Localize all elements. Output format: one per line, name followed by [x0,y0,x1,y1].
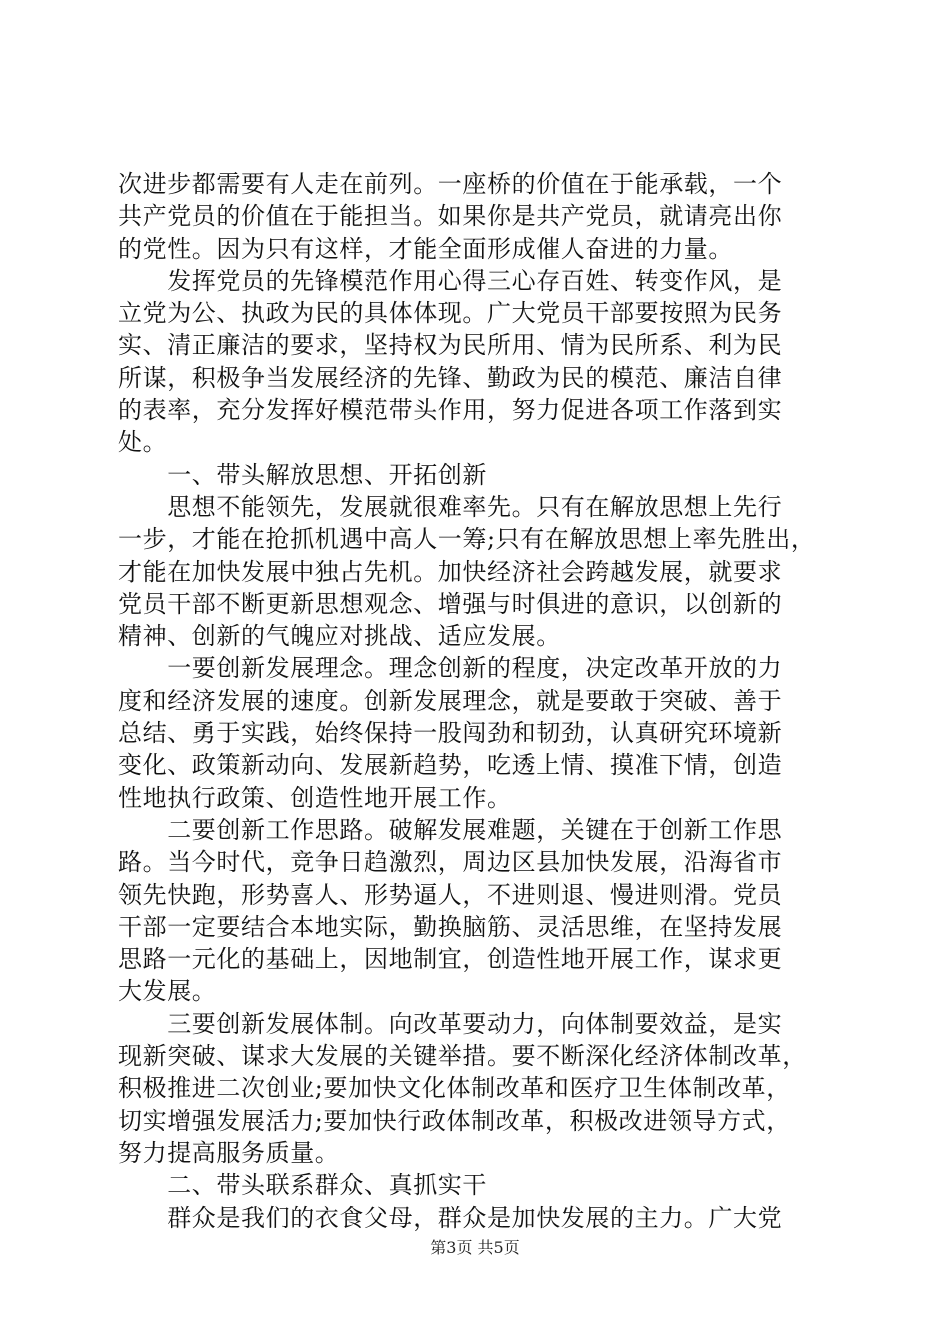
page-footer: 第3页 共5页 [430,1238,520,1257]
text-line: 党员干部不断更新思想观念、增强与时俱进的意识，以创新的 [118,589,783,618]
text-line: 处。 [118,428,168,457]
text-line: 干部一定要结合本地实际，勤换脑筋、灵活思维，在坚持发展 [118,912,783,941]
text-line: 共产党员的价值在于能担当。如果你是共产党员，就请亮出你 [118,202,783,231]
text-line: 群众是我们的衣食父母，群众是加快发展的主力。广大党 [118,1203,783,1232]
text-line: 领先快跑，形势喜人、形势逼人，不进则退、慢进则滑。党员 [118,880,783,909]
text-line: 积极推进二次创业;要加快文化体制改革和医疗卫生体制改革， [118,1074,791,1103]
text-line: 总结、勇于实践，始终保持一股闯劲和韧劲，认真研究环境新 [118,719,783,748]
text-line: 现新突破、谋求大发展的关键举措。要不断深化经济体制改革， [118,1042,807,1071]
text-line: 一步，才能在抢抓机遇中高人一筹;只有在解放思想上率先胜出， [118,525,816,554]
text-line: 立党为公、执政为民的具体体现。广大党员干部要按照为民务 [118,299,783,328]
text-line: 二、带头联系群众、真抓实干 [118,1171,487,1200]
text-line: 的党性。因为只有这样，才能全面形成催人奋进的力量。 [118,234,733,263]
text-line: 精神、创新的气魄应对挑战、适应发展。 [118,622,561,651]
text-line: 所谋，积极争当发展经济的先锋、勤政为民的模范、廉洁自律 [118,363,783,392]
text-line: 路。当今时代，竞争日趋激烈，周边区县加快发展，沿海省市 [118,848,783,877]
text-line: 思想不能领先，发展就很难率先。只有在解放思想上先行 [118,492,783,521]
text-line: 切实增强发展活力;要加快行政体制改革，积极改进领导方式， [118,1106,791,1135]
text-line: 大发展。 [118,977,217,1006]
text-line: 发挥党员的先锋模范作用心得三心存百姓、转变作风，是 [118,266,783,295]
document-body [118,168,838,1234]
text-line: 度和经济发展的速度。创新发展理念，就是要敢于突破、善于 [118,686,783,715]
text-line: 次进步都需要有人走在前列。一座桥的价值在于能承载，一个 [118,170,783,198]
text-line: 努力提高服务质量。 [118,1138,340,1167]
text-line: 的表率，充分发挥好模范带头作用，努力促进各项工作落到实 [118,396,783,425]
text-line: 才能在加快发展中独占先机。加快经济社会跨越发展，就要求 [118,557,783,586]
text-line: 二要创新工作思路。破解发展难题，关键在于创新工作思 [118,815,783,844]
text-line: 变化、政策新动向、发展新趋势，吃透上情、摸准下情，创造 [118,751,783,780]
text-line: 三要创新发展体制。向改革要动力，向体制要效益，是实 [118,1009,783,1038]
text-line: 一、带头解放思想、开拓创新 [118,460,487,489]
text-line: 性地执行政策、创造性地开展工作。 [118,783,512,812]
text-line: 实、清正廉洁的要求，坚持权为民所用、情为民所系、利为民 [118,331,783,360]
text-line: 思路一元化的基础上，因地制宜，创造性地开展工作，谋求更 [118,945,783,974]
text-line: 一要创新发展理念。理念创新的程度，决定改革开放的力 [118,654,783,683]
